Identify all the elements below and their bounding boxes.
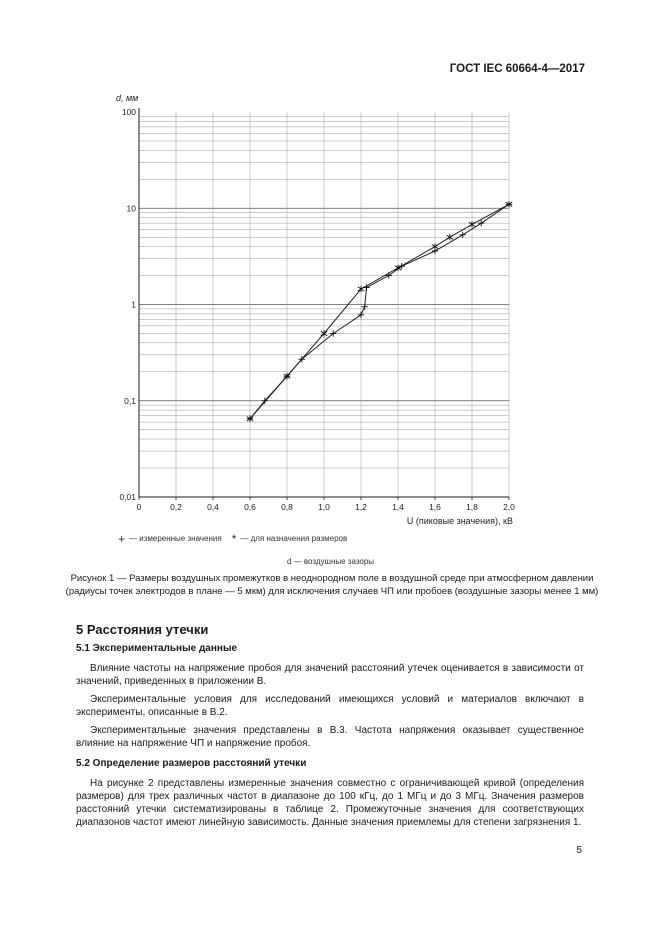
x-axis-label: U (пиковые значения), кВ [406,516,513,526]
d-definition-label: d — воздушные зазоры [286,557,375,566]
paragraph: Экспериментальные значения представлены в В.3. Частота напряжения оказывает существенное влияние на напряжение ЧП и напряжение пробоя. [76,725,584,749]
x-tick-label: 1,8 [466,502,478,512]
y-tick-label: 0,1 [124,395,136,406]
page-number: 5 [576,845,582,856]
plus-marker-icon: + [118,532,126,546]
x-tick-label: 0,4 [207,502,219,512]
legend-dimensioning: — для назначения размеров [240,534,348,543]
x-tick-label: 2,0 [503,502,515,512]
chart-grid [139,112,509,497]
paragraph: Влияние частоты на напряжение пробоя для значений расстояний утечек оценивается в зависимости от значений, приведенных в приложении В. [76,663,584,687]
section-body [76,623,584,829]
x-tick-label: 0,6 [244,502,256,512]
paragraph: Экспериментальные условия для исследований имеющихся условий и материалов включают в эксперименты, описанные в В.2. [76,694,584,718]
data-point-asterisk [469,221,475,227]
y-tick-label: 10 [126,203,136,214]
subsection-title-5-1: 5.1 Экспериментальные данные [76,643,238,654]
chart-markers [247,201,512,422]
data-point-plus [358,312,364,318]
x-tick-label: 1,6 [429,502,441,512]
y-tick-label: 1 [131,299,136,310]
x-tick-label: 0 [136,502,142,512]
chart-legend [118,532,347,546]
series-line [250,204,509,418]
y-tick-label: 100 [121,107,136,117]
x-tick-label: 0,2 [170,502,182,512]
subsection-title-5-2: 5.2 Определение размеров расстояний утечки [76,758,307,769]
chart-series-lines [250,204,509,418]
x-tick-label: 0,8 [281,502,293,512]
data-point-plus [386,272,392,278]
x-tick-label: 1,4 [392,502,404,512]
y-axis-label: d, мм [116,93,139,103]
section-title: 5 Расстояния утечки [76,622,209,637]
y-tick-label: 0,01 [119,492,136,502]
legend-measured: — измеренные значения [129,534,222,543]
x-tick-label: 1,0 [318,502,330,512]
document-code: ГОСТ IEC 60664-4—2017 [449,63,585,75]
asterisk-marker-icon: * [231,532,237,546]
data-point-plus [363,284,369,290]
series-line [250,204,509,418]
x-tick-label: 1,2 [355,502,367,512]
figure-caption: Рисунок 1 — Размеры воздушных промежутков в неоднородном поле в воздушной среде при атмосферном давлении (радиусы точек электродов в плане — 5 мкм) для исключения случаев ЧП или пробоев (воздушные зазоры менее 1 мм) [65,573,599,597]
paragraph: На рисунке 2 представлены измеренные значения совместно с ограничивающей кривой (определения размеров) для трех различных частот в диапазоне до 100 кГц, до 1 МГц и до 3 МГц. Значения размеров расстояний утечки систематизированы в таблице 2. Промежуточные значения для соответствующих диапазонов частот имеют линейную зависимость. Данные значения приемлемы для степени загрязнения 1. [76,778,584,828]
